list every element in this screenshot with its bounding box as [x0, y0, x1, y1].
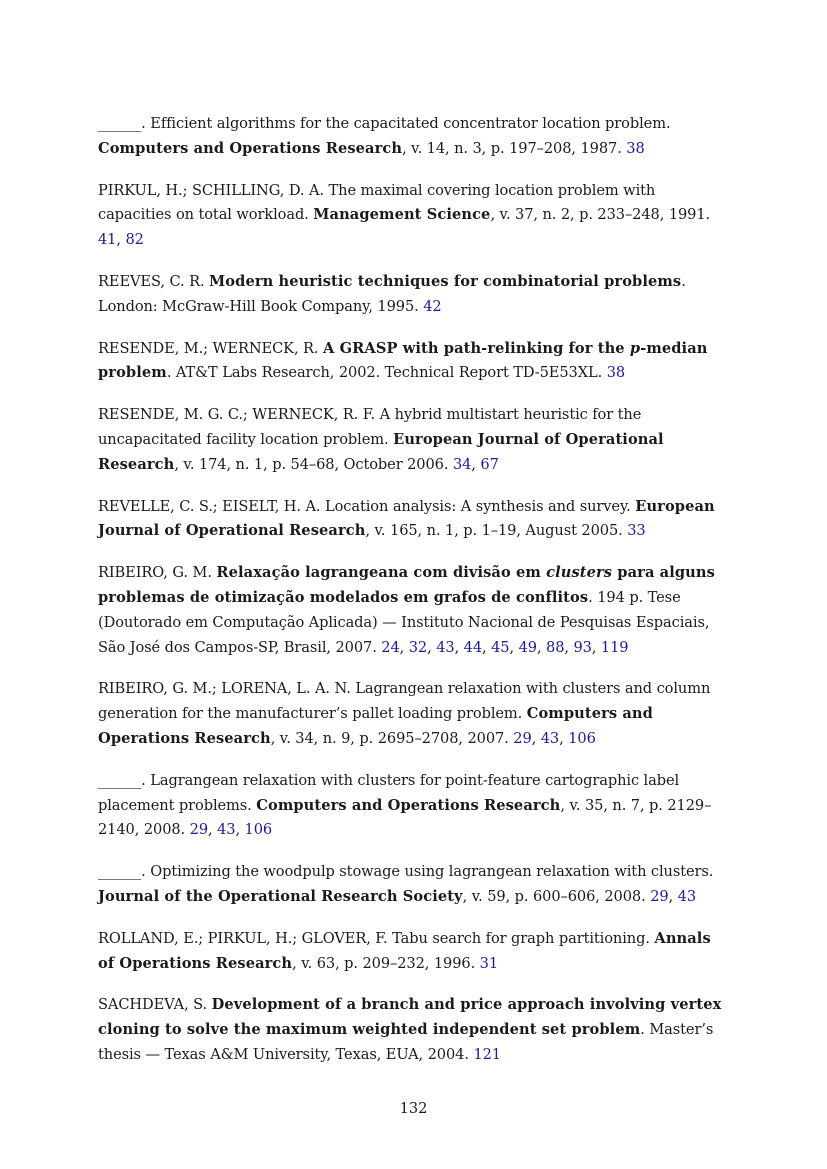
reference-text: Efficient algorithms for the capacitated concentrator location problem. — [145, 115, 671, 132]
reference-text: . Master’s thesis — Texas A&M University, Texas, EUA, 2004. — [98, 1021, 714, 1063]
reference-entry — [98, 112, 732, 162]
reference-title: Computers and Operations Research — [256, 796, 561, 814]
back-reference-link[interactable]: 42 — [423, 297, 442, 315]
back-reference-link[interactable]: 106 — [244, 821, 273, 839]
reference-title: -median problem — [98, 339, 708, 382]
reference-author: RIBEIRO, G. M.; LORENA, L. A. N. — [98, 680, 351, 698]
reference-title: A GRASP with path-relinking for the — [323, 339, 630, 357]
reference-author: ______. — [98, 771, 146, 789]
back-reference-link[interactable]: 119 — [600, 638, 629, 656]
reference-author: REVELLE, C. S.; EISELT, H. A. — [98, 497, 321, 515]
back-reference-link[interactable]: 41 — [98, 231, 117, 249]
back-reference-link[interactable]: 29 — [189, 821, 209, 839]
reference-author: ROLLAND, E.; PIRKUL, H.; GLOVER, F. — [98, 929, 388, 947]
back-reference-link[interactable]: 38 — [606, 364, 626, 382]
reference-text: , v. 174, n. 1, p. 54–68, October 2006. — [174, 455, 453, 473]
reference-text: , v. 14, n. 3, p. 197–208, 1987. — [402, 139, 627, 157]
reference-text: Lagrangean relaxation with clusters for point-feature cartographic label placement problems. — [98, 771, 680, 814]
reference-author: ______. — [98, 115, 146, 132]
back-reference-link[interactable]: 106 — [568, 729, 596, 747]
page-number: 132 — [399, 1100, 428, 1117]
reference-entry: RESENDE, M. G. C.; WERNECK, R. F. A hybrid multistart heuristic for the uncapacitated facility location problem. European Journal of Operational Research, v. 174, n. 1, p. 54–68, October 2006. 34, 67 — [98, 406, 664, 473]
back-reference-link[interactable]: 24 — [381, 638, 400, 656]
reference-text: Optimizing the woodpulp stowage using lagrangean relaxation with clusters. — [145, 863, 714, 881]
reference-author: REEVES, C. R. — [98, 272, 205, 290]
back-reference-link[interactable]: 44 — [463, 638, 483, 656]
reference-title: Relaxação lagrangeana com divisão em — [216, 564, 547, 582]
reference-title: Annals of Operations Research — [98, 929, 711, 972]
reference-author: RIBEIRO, G. M. — [98, 564, 212, 582]
back-reference-link[interactable]: 43 — [540, 729, 560, 747]
reference-author: RESENDE, M. G. C.; WERNECK, R. F. — [98, 406, 376, 424]
back-reference-link[interactable]: 67 — [480, 455, 499, 473]
reference-text: , v. 34, n. 9, p. 2695–2708, 2007. — [270, 729, 514, 747]
back-reference-link[interactable]: 88 — [546, 638, 565, 656]
reference-title: Journal of the Operational Research Society — [98, 887, 463, 905]
reference-entry — [98, 495, 732, 545]
back-reference-link[interactable]: 31 — [479, 954, 499, 972]
reference-title: Modern heuristic techniques for combinatorial problems — [209, 272, 682, 290]
back-reference-link[interactable]: 34 — [452, 455, 472, 473]
back-reference-link[interactable]: 49 — [518, 638, 537, 656]
reference-title: Computers and Operations Research — [98, 139, 403, 157]
back-reference-link[interactable]: 45 — [491, 638, 510, 656]
back-reference-link[interactable]: 33 — [627, 522, 646, 540]
reference-title: para alguns problemas de otimização modelados em grafos de conflitos — [98, 564, 715, 606]
reference-author: PIRKUL, H.; SCHILLING, D. A. — [98, 181, 324, 199]
reference-title-italic: p — [629, 339, 641, 357]
reference-text: . London: McGraw-Hill Book Company, 1995. — [98, 272, 686, 315]
reference-entry — [98, 993, 732, 1067]
reference-title-italic: clusters — [546, 564, 613, 582]
reference-author: RESENDE, M.; WERNECK, R. — [98, 339, 319, 357]
reference-entry — [98, 337, 732, 387]
reference-text: , v. 165, n. 1, p. 1–19, August 2005. — [365, 522, 628, 540]
reference-title: European Journal of Operational Research — [98, 430, 664, 473]
reference-text: . 194 p. Tese (Doutorado em Computação Aplicada) — Instituto Nacional de Pesquisas Espaciais, São José dos Campos-SP, Brasil, 2007. — [98, 588, 710, 656]
back-reference-link[interactable]: 43 — [217, 821, 236, 839]
reference-entry — [98, 927, 732, 977]
back-reference-link[interactable]: 121 — [473, 1045, 501, 1063]
reference-title: Management Science — [313, 206, 491, 224]
reference-text: , v. 59, p. 600–606, 2008. — [462, 887, 651, 905]
reference-title: Development of a branch and price approach involving vertex cloning to solve the maximum weighted independent set problem — [98, 996, 722, 1039]
reference-text: Location analysis: A synthesis and survey. — [320, 497, 636, 515]
reference-entry: RIBEIRO, G. M.; LORENA, L. A. N. Lagrangean relaxation with clusters and column generation for the manufacturer’s pallet loading problem. Computers and Operations Research, v. 34, n. 9, p. 2695–2708, 2007. 29, 43, 106 — [98, 680, 711, 747]
back-reference-link[interactable]: 93 — [573, 638, 592, 656]
reference-text: Lagrangean relaxation with clusters and column generation for the manufacturer’s pallet loading problem. — [98, 680, 711, 723]
reference-title: Computers and Operations Research — [98, 705, 653, 747]
reference-text: , v. 35, n. 7, p. 2129–2140, 2008. — [98, 796, 712, 839]
reference-entry: ______. Optimizing the woodpulp stowage using lagrangean relaxation with clusters. Journal of the Operational Research Society, v. 59, p. 600–606, 2008. 29, 43 — [98, 863, 714, 905]
back-reference-link[interactable]: 38 — [626, 139, 645, 157]
back-reference-link[interactable]: 32 — [408, 638, 428, 656]
reference-author: SACHDEVA, S. — [98, 996, 208, 1014]
back-reference-link[interactable]: 43 — [677, 887, 697, 905]
reference-entry — [98, 270, 732, 320]
reference-text: A hybrid multistart heuristic for the uncapacitated facility location problem. — [98, 406, 642, 448]
reference-text: , v. 37, n. 2, p. 233–248, 1991. — [490, 206, 711, 224]
reference-text: , v. 63, p. 209–232, 1996. — [292, 954, 480, 972]
back-reference-link[interactable]: 82 — [125, 231, 144, 249]
reference-entry: PIRKUL, H.; SCHILLING, D. A. The maximal covering location problem with capacities on total workload. Management Science, v. 37, n. 2, p. 233–248, 1991. 41, 82 — [98, 181, 711, 249]
reference-title: European Journal of Operational Research — [98, 497, 715, 540]
back-reference-link[interactable]: 43 — [436, 638, 455, 656]
reference-text: Tabu search for graph partitioning. — [387, 929, 655, 947]
reference-text: . AT&T Labs Research, 2002. Technical Report TD-5E53XL. — [166, 364, 607, 382]
reference-text: The maximal covering location problem with capacities on total workload. — [98, 181, 656, 224]
reference-author: ______. — [98, 863, 146, 881]
reference-list — [98, 112, 732, 1085]
back-reference-link[interactable]: 29 — [513, 729, 532, 747]
back-reference-link[interactable]: 29 — [650, 887, 669, 905]
reference-entry: ______. Lagrangean relaxation with clusters for point-feature cartographic label placement problems. Computers and Operations Research, v. 35, n. 7, p. 2129–2140, 2008. 29, 43, 106 — [98, 771, 712, 839]
reference-entry: RIBEIRO, G. M. Relaxação lagrangeana com divisão em clusters para alguns problemas de otimização modelados em grafos de conflitos. 194 p. Tese (Doutorado em Computação Aplicada) — Instituto Nacional de Pesquisas Espaciais, São José dos Campos-SP, Brasil, 2007. 24, 32, 43, 44, 45, 49, 88, 93, 119 — [98, 564, 715, 656]
